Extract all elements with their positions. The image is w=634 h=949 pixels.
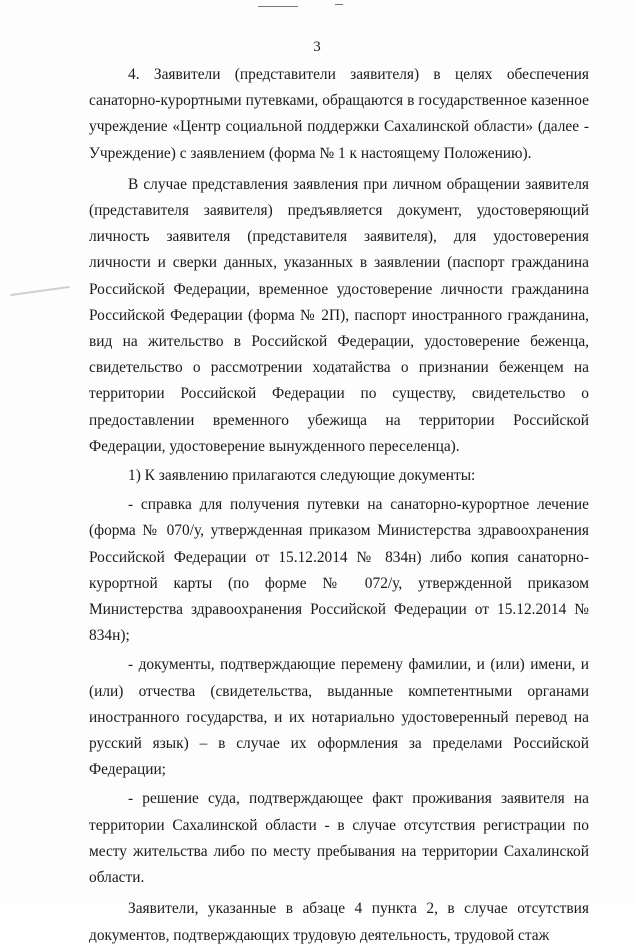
paragraph-applicants-request: 4. Заявители (представители заявителя) в целях обеспечения санаторно-курортными путевками, обращаются в государственное казенное учреждение «Центр социальной поддержки Сахалинской области» (далее - Учреждение) с заявлением (форма № 1 к настоящему Положению).: [89, 66, 589, 162]
paragraph-identity-documents: В случае представления заявления при личном обращении заявителя (представителя заявителя) предъявляется документ, удостоверяющий личность заявителя (представителя заявителя), для удостоверения личности и сверки данных, указанных в заявлении (паспорт гражданина Российской Федерации, временное удостоверение личности гражданина Российской Федерации (форма № 2П), паспорт иностранного гражданина, вид на жительство в Российской Федерации, удостоверение беженца, свидетельство о рассмотрении ходатайства о признании беженцем на территории Российской Федерации по существу, свидетельство о предоставлении временного убежища на территории Российской Федерации, удостоверение вынужденного переселенца).: [89, 175, 589, 455]
paragraph-applicants-without-documents: Заявители, указанные в абзаце 4 пункта 2, в случае отсутствия документов, подтверждающих трудовую деятельность, трудовой стаж: [89, 900, 589, 944]
paragraph-attached-documents: 1) К заявлению прилагаются следующие документы:: [128, 467, 476, 485]
list-item-court-decision: - решение суда, подтверждающее факт проживания заявителя на территории Сахалинской области - в случае отсутствия регистрации по месту жительства либо по месту пребывания на территории Сахалинской области.: [89, 790, 589, 887]
scan-artifact: [258, 6, 298, 7]
scan-artifact: [335, 4, 343, 5]
list-item-medical-certificate: - справка для получения путевки на санаторно-курортное лечение (форма № 070/у, утвержденная приказом Министерства здравоохранения Российской Федерации от 15.12.2014 № 834н) либо копия санаторно-курортной карты (по форме № 072/у, утвержденной приказом Министерства здравоохранения Российской Федерации от 15.12.2014 № 834н);: [89, 496, 589, 645]
document-body: [89, 62, 589, 949]
scan-artifact: [10, 286, 70, 296]
page-number: 3: [313, 39, 321, 55]
list-item-name-change-documents: - документы, подтверждающие перемену фамилии, и (или) имени, и (или) отчества (свидетельства, выданные компетентными органами иностранного государства, и их нотариально удостоверенный перевод на русский язык) – в случае их оформления за пределами Российской Федерации;: [89, 656, 589, 779]
